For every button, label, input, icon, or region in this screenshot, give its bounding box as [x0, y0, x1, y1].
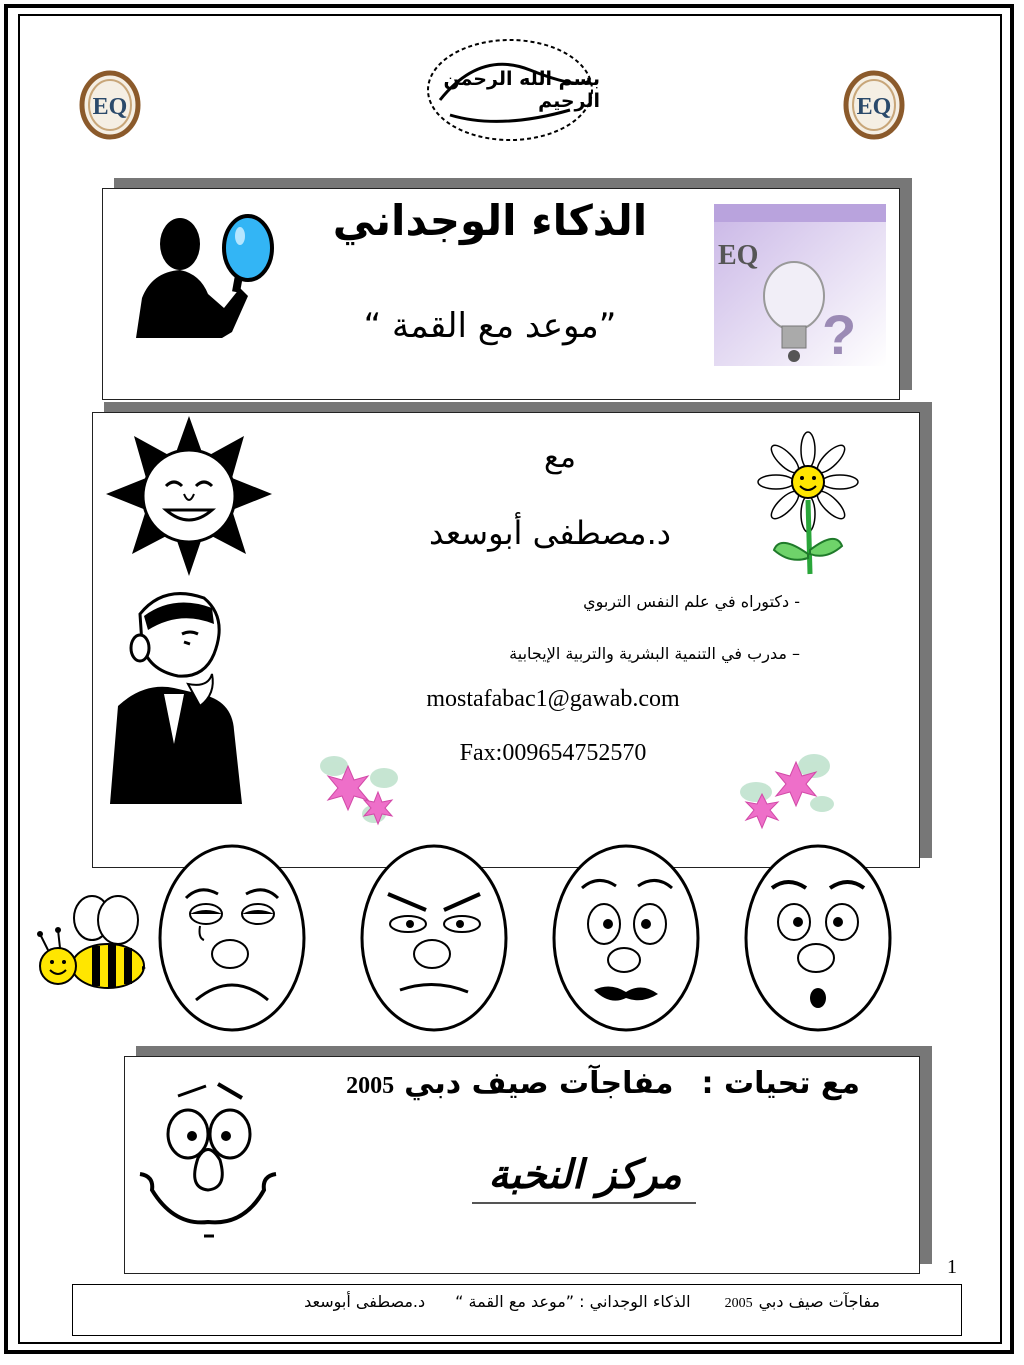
basmala-text: بسم الله الرحمن الرحيم [443, 68, 600, 112]
footer-year: 2005 [724, 1296, 753, 1311]
pink-flowers-left-icon [314, 752, 404, 828]
eq-logo-left [78, 70, 142, 140]
smiling-daisy-flower-icon [756, 430, 860, 576]
sponsor-greeting: مع تحيات : [701, 1066, 860, 1101]
eq-logo-right-text: EQ [856, 94, 892, 120]
thinking-man-cartoon-icon [104, 584, 254, 808]
grinning-face-cartoon-icon [134, 1076, 280, 1244]
surprised-face-icon [742, 842, 894, 1034]
page-number: 1 [947, 1256, 957, 1278]
sad-crying-face-icon [156, 842, 308, 1034]
bulb-question-mark: ? [822, 303, 857, 366]
lightbulb-eq-icon [714, 204, 886, 366]
bulb-eq-label: EQ [718, 240, 759, 271]
eq-logo-right [842, 70, 906, 140]
center-underline [472, 1202, 696, 1204]
smiling-bee-icon [34, 890, 146, 992]
main-title: الذكاء الوجداني [332, 196, 648, 245]
author-name: د.مصطفى أبوسعد [429, 514, 671, 552]
sponsor-line [300, 1066, 860, 1101]
footer-title: الذكاء الوجداني : ”موعد مع القمة “ [455, 1292, 691, 1311]
smiling-sun-icon [104, 414, 274, 578]
main-subtitle: ”موعد مع القمة “ [363, 306, 617, 346]
sponsor-event: مفاجآت صيف دبي [404, 1066, 674, 1101]
scared-face-icon [550, 842, 702, 1034]
footer-line [90, 1292, 880, 1312]
footer-author: د.مصطفى أبوسعد [304, 1292, 426, 1311]
sponsor-center-name: مركز النخبة [488, 1152, 682, 1198]
author-email[interactable]: mostafabac1@gawab.com [426, 686, 680, 712]
eq-logo-left-text: EQ [92, 94, 128, 120]
with-label: مع [543, 440, 577, 475]
silhouette-man-with-balloon-icon [132, 208, 282, 340]
pink-flowers-right-icon [732, 750, 836, 834]
footer-event: مفاجآت صيف دبي [758, 1292, 880, 1311]
author-fax: Fax:009654752570 [459, 740, 647, 766]
basmala-calligraphy [420, 30, 600, 150]
angry-face-icon [358, 842, 510, 1034]
sponsor-year: 2005 [346, 1073, 395, 1099]
credential-phd: - دكتوراه في علم النفس التربوي [583, 592, 800, 611]
credential-trainer: – مدرب في التنمية البشرية والتربية الإيجابية [509, 644, 800, 663]
